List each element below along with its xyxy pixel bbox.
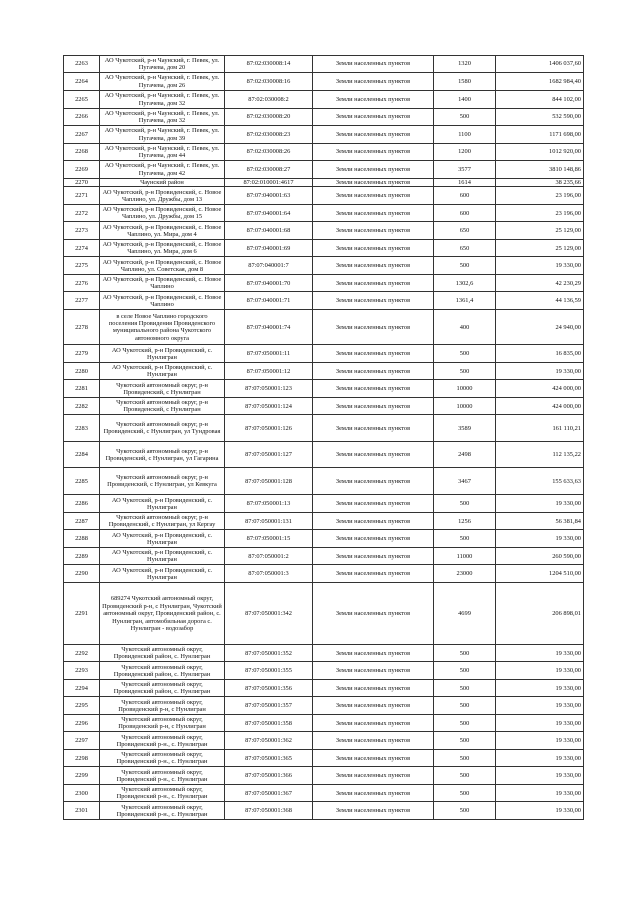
address-cell: АО Чукотский, р-н Чаунский, г. Певек, ул. Пугачева, дом 44 — [100, 144, 225, 161]
cadastral-value-cell: 19 330,00 — [496, 680, 584, 697]
table-row — [64, 530, 584, 548]
address-cell: АО Чукотский, р-н Провиденский, с. Новое Чаплино, ул. Дружбы, дом 15 — [100, 205, 225, 222]
area-cell: 4699 — [434, 583, 496, 645]
table-row — [64, 548, 584, 565]
table-row — [64, 732, 584, 750]
row-number: 2294 — [64, 680, 100, 697]
cadastral-value-cell: 25 129,00 — [496, 240, 584, 257]
table-row — [64, 415, 584, 442]
table-row — [64, 292, 584, 310]
land-category-cell: Земли населенных пунктов — [313, 513, 434, 530]
cadastral-number-cell: 87:02:030008:2 — [225, 91, 313, 109]
address-cell: Чукотский автономный округ, Провиденский район, с. Нунлигран — [100, 662, 225, 680]
cadastral-number-cell: 87:07:050001:367 — [225, 785, 313, 802]
cadastral-value-cell: 1682 984,40 — [496, 73, 584, 91]
row-number: 2297 — [64, 732, 100, 750]
row-number: 2299 — [64, 767, 100, 785]
area-cell: 1614 — [434, 179, 496, 187]
land-category-cell: Земли населенных пунктов — [313, 697, 434, 715]
area-cell: 3589 — [434, 415, 496, 442]
address-cell: Чукотский автономный округ, р-н Провиденский, с Нунлигран, ул Кергау — [100, 513, 225, 530]
cadastral-value-cell: 19 330,00 — [496, 530, 584, 548]
address-cell: 689274 Чукотский автономный округ, Провиденский р-н, с Нунлигран, Чукотский автономный округ, Провиденский район, с. Нунлигран, автомобильная дорога с. Нунлигран - водозабор — [100, 583, 225, 645]
cadastral-number-cell: 87:07:050001:356 — [225, 680, 313, 697]
land-category-cell: Земли населенных пунктов — [313, 415, 434, 442]
land-category-cell: Земли населенных пунктов — [313, 468, 434, 495]
table-row — [64, 380, 584, 398]
cadastral-value-cell: 1012 920,00 — [496, 144, 584, 161]
address-cell: Чукотский автономный округ, Провиденский р-н., с. Нунлигран — [100, 750, 225, 767]
cadastral-value-cell: 155 633,63 — [496, 468, 584, 495]
address-cell: Чукотский автономный округ, Провиденский р-н, с Нунлигран — [100, 715, 225, 732]
table-row — [64, 179, 584, 187]
area-cell: 500 — [434, 750, 496, 767]
row-number: 2266 — [64, 109, 100, 126]
row-number: 2269 — [64, 161, 100, 179]
cadastral-number-cell: 87:07:050001:128 — [225, 468, 313, 495]
area-cell: 600 — [434, 187, 496, 205]
row-number: 2273 — [64, 222, 100, 240]
area-cell: 400 — [434, 310, 496, 345]
area-cell: 1580 — [434, 73, 496, 91]
land-category-cell: Земли населенных пунктов — [313, 750, 434, 767]
area-cell: 2498 — [434, 442, 496, 468]
row-number: 2281 — [64, 380, 100, 398]
row-number: 2293 — [64, 662, 100, 680]
cadastral-number-cell: 87:07:040001:64 — [225, 205, 313, 222]
row-number: 2296 — [64, 715, 100, 732]
cadastral-number-cell: 87:07:050001:11 — [225, 345, 313, 363]
area-cell: 500 — [434, 345, 496, 363]
land-plots-table — [63, 55, 584, 820]
address-cell: АО Чукотский, р-н Чаунский, г. Певек, ул. Пугачева, дом 26 — [100, 73, 225, 91]
row-number: 2301 — [64, 802, 100, 820]
area-cell: 650 — [434, 240, 496, 257]
cadastral-value-cell: 19 330,00 — [496, 767, 584, 785]
land-category-cell: Земли населенных пунктов — [313, 732, 434, 750]
cadastral-number-cell: 87:07:040001:69 — [225, 240, 313, 257]
row-number: 2288 — [64, 530, 100, 548]
table-row — [64, 495, 584, 513]
cadastral-value-cell: 38 235,66 — [496, 179, 584, 187]
row-number: 2290 — [64, 565, 100, 583]
table-row — [64, 645, 584, 662]
address-cell: АО Чукотский, р-н Провиденский, с. Новое Чаплино, ул. Дружбы, дом 13 — [100, 187, 225, 205]
land-category-cell: Земли населенных пунктов — [313, 275, 434, 292]
land-category-cell: Земли населенных пунктов — [313, 187, 434, 205]
cadastral-number-cell: 87:07:050001:3 — [225, 565, 313, 583]
land-category-cell: Земли населенных пунктов — [313, 662, 434, 680]
table-row — [64, 785, 584, 802]
cadastral-value-cell: 1406 037,60 — [496, 56, 584, 73]
area-cell: 500 — [434, 645, 496, 662]
cadastral-number-cell: 87:02:030008:20 — [225, 109, 313, 126]
row-number: 2285 — [64, 468, 100, 495]
address-cell: в селе Новое Чаплино городского поселения Провидения Провиденского муниципального района Чукотского автономного округа — [100, 310, 225, 345]
cadastral-value-cell: 3810 148,86 — [496, 161, 584, 179]
table-body — [64, 56, 584, 820]
land-category-cell: Земли населенных пунктов — [313, 363, 434, 380]
table-row — [64, 257, 584, 275]
cadastral-value-cell: 19 330,00 — [496, 363, 584, 380]
land-category-cell: Земли населенных пунктов — [313, 565, 434, 583]
area-cell: 3577 — [434, 161, 496, 179]
address-cell: Чукотский автономный округ, р-н Провиденский, с Нунлигран — [100, 380, 225, 398]
table-row — [64, 398, 584, 415]
land-category-cell: Земли населенных пунктов — [313, 292, 434, 310]
table-row — [64, 205, 584, 222]
land-category-cell: Земли населенных пунктов — [313, 310, 434, 345]
table-row — [64, 767, 584, 785]
table-row — [64, 144, 584, 161]
table-row — [64, 310, 584, 345]
area-cell: 650 — [434, 222, 496, 240]
land-category-cell: Земли населенных пунктов — [313, 126, 434, 144]
table-row — [64, 126, 584, 144]
cadastral-number-cell: 87:07:050001:362 — [225, 732, 313, 750]
land-category-cell: Земли населенных пунктов — [313, 161, 434, 179]
row-number: 2298 — [64, 750, 100, 767]
row-number: 2287 — [64, 513, 100, 530]
cadastral-number-cell: 87:07:050001:358 — [225, 715, 313, 732]
cadastral-number-cell: 87:07:050001:127 — [225, 442, 313, 468]
cadastral-value-cell: 19 330,00 — [496, 785, 584, 802]
row-number: 2295 — [64, 697, 100, 715]
address-cell: АО Чукотский, р-н Чаунский, г. Певек, ул. Пугачева, дом 39 — [100, 126, 225, 144]
land-category-cell: Земли населенных пунктов — [313, 530, 434, 548]
address-cell: АО Чукотский, р-н Провиденский, с. Нунлигран — [100, 548, 225, 565]
address-cell: Чукотский автономный округ, Провиденский район, с. Нунлигран — [100, 645, 225, 662]
cadastral-value-cell: 44 136,59 — [496, 292, 584, 310]
area-cell: 10000 — [434, 398, 496, 415]
address-cell: АО Чукотский, р-н Провиденский, с. Новое Чаплино, ул. Мира, дом 4 — [100, 222, 225, 240]
address-cell: Чукотский автономный округ, Провиденский р-н., с. Нунлигран — [100, 732, 225, 750]
area-cell: 600 — [434, 205, 496, 222]
area-cell: 500 — [434, 697, 496, 715]
area-cell: 1256 — [434, 513, 496, 530]
table-row — [64, 91, 584, 109]
cadastral-value-cell: 19 330,00 — [496, 750, 584, 767]
cadastral-value-cell: 23 196,00 — [496, 205, 584, 222]
area-cell: 500 — [434, 109, 496, 126]
cadastral-number-cell: 87:02:030008:23 — [225, 126, 313, 144]
area-cell: 500 — [434, 802, 496, 820]
land-category-cell: Земли населенных пунктов — [313, 767, 434, 785]
address-cell: АО Чукотский, р-н Провиденский, с. Новое Чаплино — [100, 292, 225, 310]
address-cell: АО Чукотский, р-н Чаунский, г. Певек, ул. Пугачева, дом 42 — [100, 161, 225, 179]
row-number: 2286 — [64, 495, 100, 513]
cadastral-value-cell: 19 330,00 — [496, 715, 584, 732]
area-cell: 500 — [434, 495, 496, 513]
table-row — [64, 345, 584, 363]
area-cell: 1200 — [434, 144, 496, 161]
area-cell: 1361,4 — [434, 292, 496, 310]
row-number: 2280 — [64, 363, 100, 380]
address-cell: АО Чукотский, р-н Провиденский, с. Нунлигран — [100, 345, 225, 363]
cadastral-number-cell: 87:07:040001:68 — [225, 222, 313, 240]
cadastral-value-cell: 532 590,00 — [496, 109, 584, 126]
table-row — [64, 802, 584, 820]
row-number: 2263 — [64, 56, 100, 73]
land-category-cell: Земли населенных пунктов — [313, 380, 434, 398]
address-cell: АО Чукотский, р-н Провиденский, с. Нунлигран — [100, 565, 225, 583]
table-row — [64, 680, 584, 697]
area-cell: 500 — [434, 363, 496, 380]
table-row — [64, 73, 584, 91]
address-cell: АО Чукотский, р-н Провиденский, с. Новое Чаплино — [100, 275, 225, 292]
address-cell: Чукотский автономный округ, р-н Провиденский, с Нунлигран, ул Кевкуга — [100, 468, 225, 495]
address-cell: Чаунский район — [100, 179, 225, 187]
cadastral-value-cell: 19 330,00 — [496, 645, 584, 662]
land-category-cell: Земли населенных пунктов — [313, 205, 434, 222]
area-cell: 500 — [434, 662, 496, 680]
cadastral-value-cell: 23 196,00 — [496, 187, 584, 205]
land-category-cell: Земли населенных пунктов — [313, 91, 434, 109]
area-cell: 500 — [434, 767, 496, 785]
table-row — [64, 187, 584, 205]
cadastral-value-cell: 19 330,00 — [496, 802, 584, 820]
row-number: 2267 — [64, 126, 100, 144]
address-cell: Чукотский автономный округ, р-н Провиденский, с Нунлигран, ул Тундровая — [100, 415, 225, 442]
row-number: 2279 — [64, 345, 100, 363]
area-cell: 10000 — [434, 380, 496, 398]
address-cell: АО Чукотский, р-н Провиденский, с. Нунлигран — [100, 495, 225, 513]
address-cell: АО Чукотский, р-н Провиденский, с. Нунлигран — [100, 530, 225, 548]
address-cell: Чукотский автономный округ, Провиденский р-н., с. Нунлигран — [100, 767, 225, 785]
row-number: 2268 — [64, 144, 100, 161]
cadastral-number-cell: 87:07:050001:13 — [225, 495, 313, 513]
cadastral-number-cell: 87:02:010001:4617 — [225, 179, 313, 187]
land-category-cell: Земли населенных пунктов — [313, 222, 434, 240]
table-row — [64, 161, 584, 179]
cadastral-number-cell: 87:07:040001:70 — [225, 275, 313, 292]
land-category-cell: Земли населенных пунктов — [313, 109, 434, 126]
cadastral-number-cell: 87:07:050001:357 — [225, 697, 313, 715]
row-number: 2283 — [64, 415, 100, 442]
row-number: 2300 — [64, 785, 100, 802]
land-category-cell: Земли населенных пунктов — [313, 240, 434, 257]
table-row — [64, 513, 584, 530]
table-row — [64, 363, 584, 380]
cadastral-value-cell: 1171 698,00 — [496, 126, 584, 144]
land-category-cell: Земли населенных пунктов — [313, 144, 434, 161]
row-number: 2272 — [64, 205, 100, 222]
area-cell: 23000 — [434, 565, 496, 583]
row-number: 2276 — [64, 275, 100, 292]
row-number: 2271 — [64, 187, 100, 205]
land-category-cell: Земли населенных пунктов — [313, 73, 434, 91]
cadastral-number-cell: 87:07:050001:124 — [225, 398, 313, 415]
area-cell: 500 — [434, 715, 496, 732]
land-category-cell: Земли населенных пунктов — [313, 398, 434, 415]
cadastral-number-cell: 87:07:050001:366 — [225, 767, 313, 785]
address-cell: Чукотский автономный округ, Провиденский р-н., с. Нунлигран — [100, 785, 225, 802]
cadastral-number-cell: 87:07:040001:71 — [225, 292, 313, 310]
address-cell: АО Чукотский, р-н Чаунский, г. Певек, ул. Пугачева, дом 32 — [100, 109, 225, 126]
cadastral-value-cell: 19 330,00 — [496, 257, 584, 275]
cadastral-value-cell: 424 000,00 — [496, 398, 584, 415]
address-cell: Чукотский автономный округ, Провиденский р-н, с Нунлигран — [100, 697, 225, 715]
address-cell: АО Чукотский, р-н Провиденский, с. Нунлигран — [100, 363, 225, 380]
row-number: 2292 — [64, 645, 100, 662]
address-cell: АО Чукотский, р-н Провиденский, с. Новое Чаплино, ул. Мира, дом 6 — [100, 240, 225, 257]
land-category-cell: Земли населенных пунктов — [313, 680, 434, 697]
cadastral-value-cell: 1204 510,00 — [496, 565, 584, 583]
cadastral-number-cell: 87:07:040001:74 — [225, 310, 313, 345]
row-number: 2274 — [64, 240, 100, 257]
cadastral-value-cell: 16 835,00 — [496, 345, 584, 363]
table-row — [64, 583, 584, 645]
table-row — [64, 662, 584, 680]
cadastral-value-cell: 56 381,84 — [496, 513, 584, 530]
table-row — [64, 240, 584, 257]
row-number: 2282 — [64, 398, 100, 415]
cadastral-number-cell: 87:07:050001:342 — [225, 583, 313, 645]
cadastral-value-cell: 19 330,00 — [496, 697, 584, 715]
address-cell: Чукотский автономный округ, Провиденский район, с. Нунлигран — [100, 680, 225, 697]
cadastral-value-cell: 25 129,00 — [496, 222, 584, 240]
row-number: 2278 — [64, 310, 100, 345]
table-row — [64, 222, 584, 240]
cadastral-value-cell: 206 898,01 — [496, 583, 584, 645]
cadastral-number-cell: 87:02:030008:16 — [225, 73, 313, 91]
cadastral-value-cell: 260 590,00 — [496, 548, 584, 565]
address-cell: Чукотский автономный округ, р-н Провиденский, с Нунлигран — [100, 398, 225, 415]
row-number: 2284 — [64, 442, 100, 468]
address-cell: АО Чукотский, р-н Чаунский, г. Певек, ул. Пугачева, дом 20 — [100, 56, 225, 73]
land-category-cell: Земли населенных пунктов — [313, 715, 434, 732]
table-row — [64, 109, 584, 126]
area-cell: 1100 — [434, 126, 496, 144]
land-category-cell: Земли населенных пунктов — [313, 257, 434, 275]
cadastral-number-cell: 87:02:030008:26 — [225, 144, 313, 161]
cadastral-value-cell: 424 000,00 — [496, 380, 584, 398]
cadastral-value-cell: 19 330,00 — [496, 732, 584, 750]
cadastral-value-cell: 161 110,21 — [496, 415, 584, 442]
cadastral-number-cell: 87:07:050001:355 — [225, 662, 313, 680]
address-cell: АО Чукотский, р-н Провиденский, с. Новое Чаплино, ул. Советская, дом 8 — [100, 257, 225, 275]
row-number: 2264 — [64, 73, 100, 91]
table-row — [64, 750, 584, 767]
table-row — [64, 468, 584, 495]
land-category-cell: Земли населенных пунктов — [313, 645, 434, 662]
row-number: 2265 — [64, 91, 100, 109]
address-cell: АО Чукотский, р-н Чаунский, г. Певек, ул. Пугачева, дом 32 — [100, 91, 225, 109]
cadastral-number-cell: 87:02:030008:27 — [225, 161, 313, 179]
land-category-cell: Земли населенных пунктов — [313, 583, 434, 645]
land-category-cell: Земли населенных пунктов — [313, 345, 434, 363]
row-number: 2275 — [64, 257, 100, 275]
land-category-cell: Земли населенных пунктов — [313, 442, 434, 468]
area-cell: 500 — [434, 680, 496, 697]
area-cell: 500 — [434, 530, 496, 548]
cadastral-value-cell: 42 230,29 — [496, 275, 584, 292]
address-cell: Чукотский автономный округ, р-н Провиденский, с Нунлигран, ул Гагарина — [100, 442, 225, 468]
address-cell: Чукотский автономный округ, Провиденский р-н., с. Нунлигран — [100, 802, 225, 820]
table-row — [64, 565, 584, 583]
cadastral-number-cell: 87:07:050001:2 — [225, 548, 313, 565]
cadastral-number-cell: 87:07:040001:7 — [225, 257, 313, 275]
cadastral-value-cell: 112 135,22 — [496, 442, 584, 468]
cadastral-value-cell: 24 940,00 — [496, 310, 584, 345]
table-row — [64, 275, 584, 292]
row-number: 2270 — [64, 179, 100, 187]
area-cell: 1302,6 — [434, 275, 496, 292]
row-number: 2289 — [64, 548, 100, 565]
table-row — [64, 56, 584, 73]
area-cell: 1320 — [434, 56, 496, 73]
area-cell: 500 — [434, 785, 496, 802]
cadastral-value-cell: 19 330,00 — [496, 495, 584, 513]
cadastral-number-cell: 87:07:050001:15 — [225, 530, 313, 548]
land-category-cell: Земли населенных пунктов — [313, 179, 434, 187]
row-number: 2277 — [64, 292, 100, 310]
area-cell: 500 — [434, 257, 496, 275]
land-category-cell: Земли населенных пунктов — [313, 548, 434, 565]
cadastral-value-cell: 844 102,00 — [496, 91, 584, 109]
area-cell: 11000 — [434, 548, 496, 565]
table-row — [64, 442, 584, 468]
area-cell: 3467 — [434, 468, 496, 495]
cadastral-number-cell: 87:02:030008:14 — [225, 56, 313, 73]
area-cell: 500 — [434, 732, 496, 750]
land-category-cell: Земли населенных пунктов — [313, 785, 434, 802]
cadastral-number-cell: 87:07:050001:126 — [225, 415, 313, 442]
cadastral-number-cell: 87:07:050001:12 — [225, 363, 313, 380]
land-category-cell: Земли населенных пунктов — [313, 495, 434, 513]
cadastral-number-cell: 87:07:050001:352 — [225, 645, 313, 662]
cadastral-number-cell: 87:07:050001:365 — [225, 750, 313, 767]
area-cell: 1400 — [434, 91, 496, 109]
cadastral-number-cell: 87:07:050001:123 — [225, 380, 313, 398]
table-row — [64, 697, 584, 715]
cadastral-number-cell: 87:07:050001:368 — [225, 802, 313, 820]
cadastral-number-cell: 87:07:040001:63 — [225, 187, 313, 205]
cadastral-value-cell: 19 330,00 — [496, 662, 584, 680]
land-category-cell: Земли населенных пунктов — [313, 56, 434, 73]
land-category-cell: Земли населенных пунктов — [313, 802, 434, 820]
row-number: 2291 — [64, 583, 100, 645]
cadastral-number-cell: 87:07:050001:131 — [225, 513, 313, 530]
table-row — [64, 715, 584, 732]
